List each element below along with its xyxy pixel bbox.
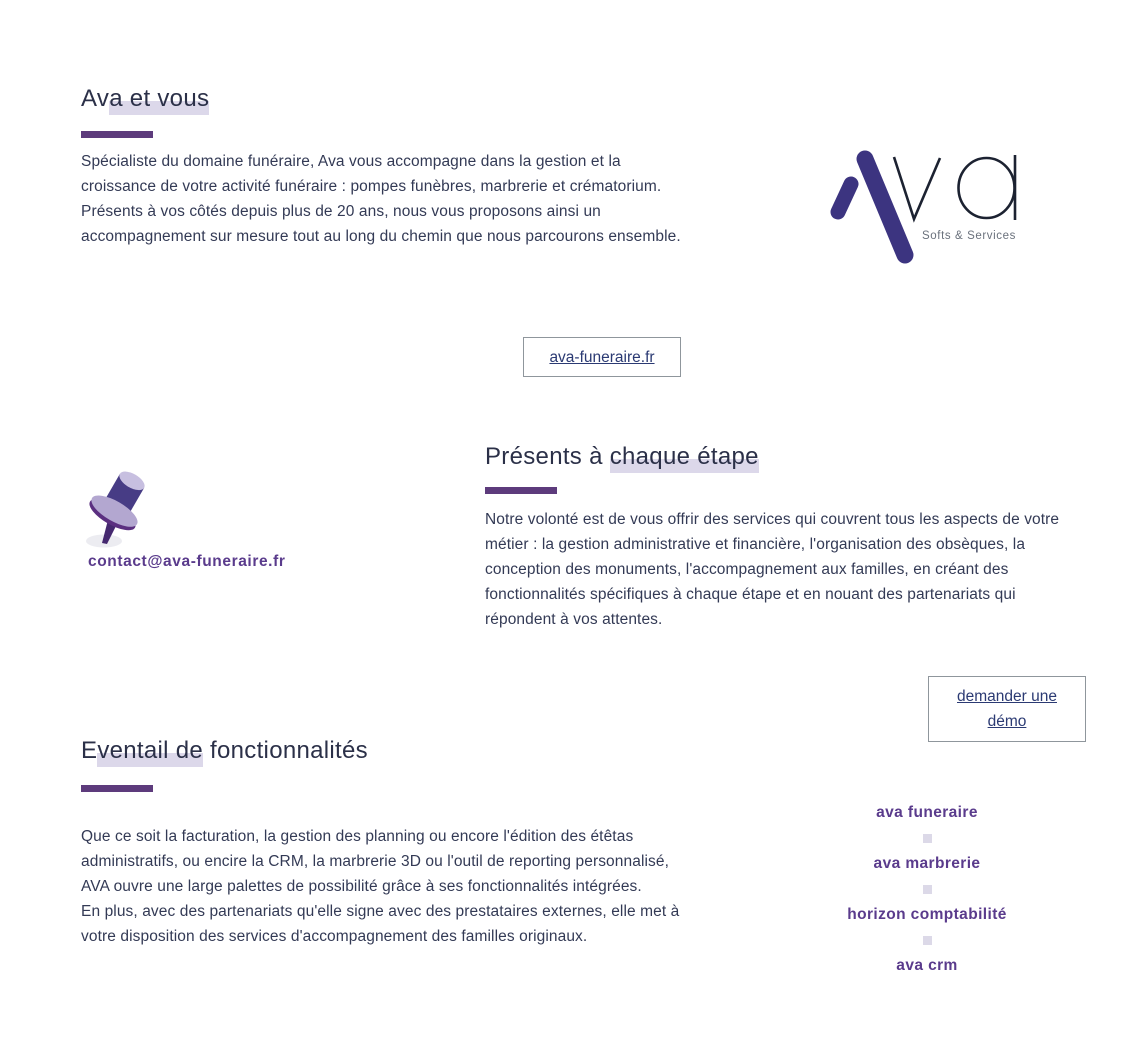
request-demo-link[interactable]: demander une démo [957, 688, 1057, 730]
product-horizon-comptabilite[interactable]: horizon comptabilité [847, 906, 1007, 923]
heading-text: Présents à [485, 443, 610, 470]
logo-letter-a-bowl [959, 158, 1015, 218]
about-paragraph [81, 149, 681, 249]
ava-funeraire-button[interactable] [523, 337, 681, 377]
heading-highlighted-text: chaque étape [610, 443, 759, 473]
features-paragraph-line: En plus, avec des partenariats qu'elle signe avec des prestataires externes, elle met à votre disposition des services d'accompagnement des familles originaux. [81, 903, 680, 945]
product-ava-funeraire[interactable]: ava funeraire [876, 804, 978, 821]
ava-funeraire-link[interactable]: ava-funeraire.fr [549, 348, 655, 366]
heading-text: fonctionnalités [203, 737, 368, 764]
contact-email[interactable]: contact@ava-funeraire.fr [88, 553, 286, 570]
pushpin-icon [76, 460, 156, 552]
about-paragraph-line: Présents à vos côtés depuis plus de 20 ans, nous vous proposons ainsi un accompagnement sur mesure tout au long du chemin que nous parcourons ensemble. [81, 203, 681, 245]
logo-tagline: Softs & Services [922, 230, 1016, 242]
steps-paragraph [485, 507, 1089, 632]
logo-letter-v [894, 157, 940, 219]
accent-bar [81, 131, 153, 138]
accent-bar [81, 785, 153, 792]
logo-a-short-bar [838, 184, 851, 212]
about-paragraph-line: Spécialiste du domaine funéraire, Ava vous accompagne dans la gestion et la croissance de votre activité funéraire : pompes funèbres, marbrerie et crématorium. [81, 153, 662, 195]
square-separator [923, 936, 932, 945]
heading-highlighted-text: a et vous [109, 85, 209, 115]
square-separator [923, 885, 932, 894]
heading-ava-et-vous [81, 84, 209, 114]
features-paragraph [81, 824, 681, 949]
product-ava-crm[interactable]: ava crm [896, 957, 958, 974]
product-ava-marbrerie[interactable]: ava marbrerie [873, 855, 981, 872]
steps-paragraph-line: Notre volonté est de vous offrir des services qui couvrent tous les aspects de votre métier : la gestion administrative et financière, l'organisation des obsèques, la conception des monuments, l'accompagnement aux familles, en créant des fonctionnalités spécifiques à chaque étape et en nouant des partenariats qui répondent à vos attentes. [485, 511, 1060, 628]
heading-highlighted-text: ventail de [97, 737, 203, 767]
features-paragraph-line: Que ce soit la facturation, la gestion des planning ou encore l'édition des étêtas administratifs, ou encire la CRM, la marbrerie 3D ou l'outil de reporting personnalisé, AVA ouvre une large palettes de possibilité grâce à ses fonctionnalités intégrées. [81, 828, 670, 895]
heading-text: E [81, 737, 98, 764]
square-separator [923, 834, 932, 843]
heading-presents-a-chaque-etape [485, 442, 759, 472]
heading-eventail-de-fonctionnalites [81, 736, 368, 766]
product-list [827, 804, 1027, 987]
heading-text: Av [81, 85, 110, 112]
accent-bar [485, 487, 557, 494]
ava-logo [828, 150, 1024, 266]
request-demo-button[interactable] [928, 676, 1086, 742]
